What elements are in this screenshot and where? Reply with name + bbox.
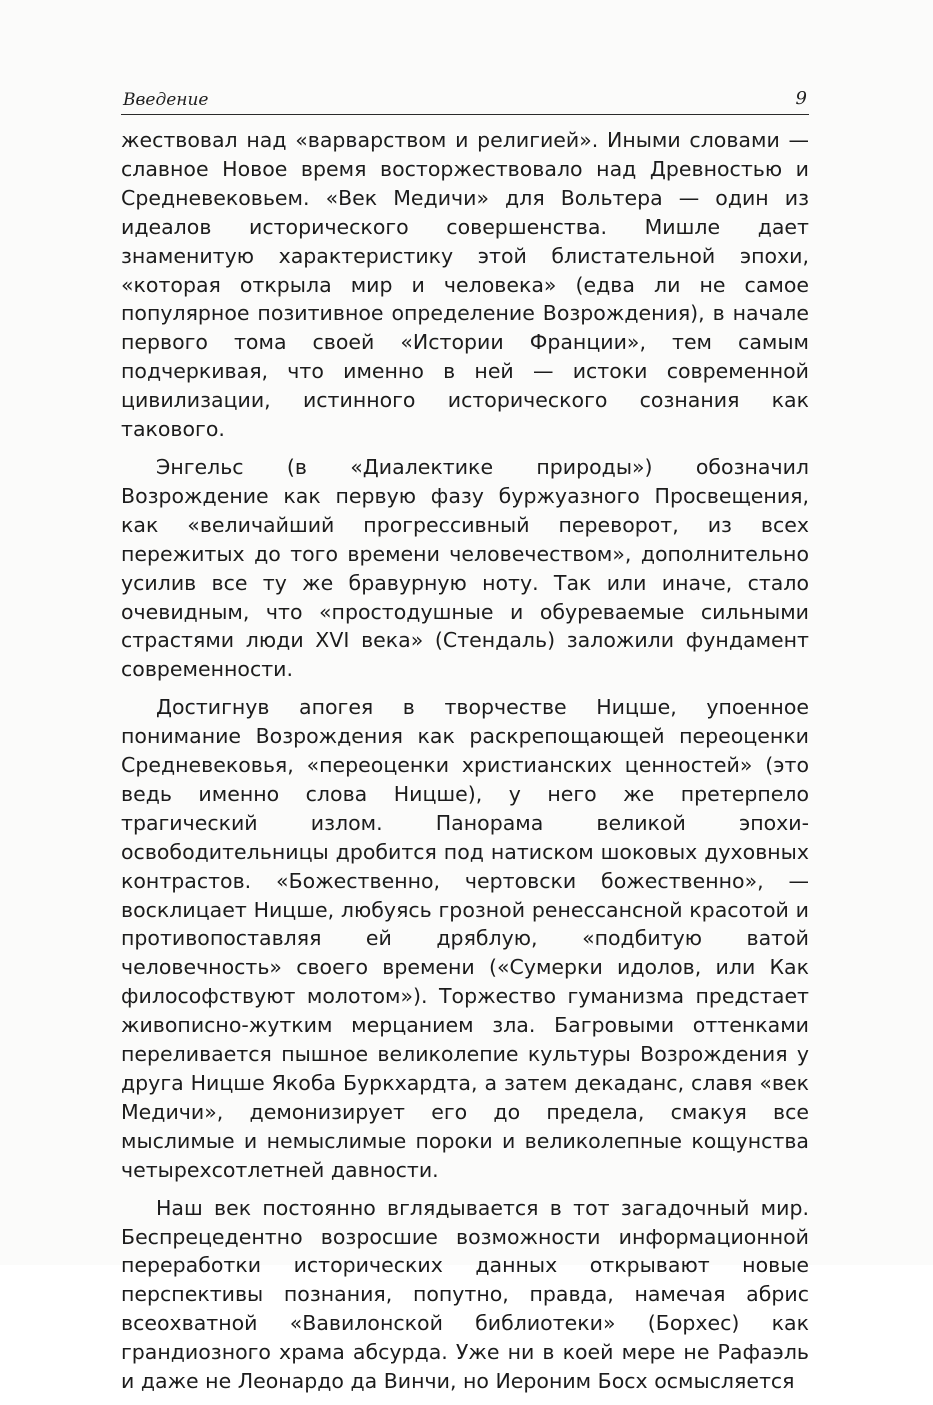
paragraph-1: жествовал над «варварством и религией». Иными словами — славное Новое время восторжествовало над Древностью и Средневековьем. «Век Медичи» для Вольтера — один из идеалов исторического совершенства. Мишле дает знаменитую характеристику этой блистательной эпохи, «которая открыла мир и человека» (едва ли не самое популярное позитивное определение Возрождения), в начале первого тома своей «Истории Франции», тем самым подчеркивая, что именно в ней — истоки современной цивилизации, истинного исторического сознания как такового. bbox=[121, 128, 809, 442]
body-text bbox=[121, 126, 809, 1405]
running-head: Введение bbox=[123, 90, 209, 110]
paragraph-3: Достигнув апогея в творчестве Ницше, упоенное понимание Возрождения как раскрепощающей переоценки Средневековья, «переоценки христианских ценностей» (это ведь именно слова Ницше), у него же претерпело трагический излом. Панорама великой эпохи-освободительницы дробится под натиском шоковых духовных контрастов. «Божественно, чертовски божественно», — восклицает Ницше, любуясь грозной ренессансной красотой и противопоставляя ей дряблую, «подбитую ватой человечность» своего времени («Сумерки идолов, или Как философствуют молотом»). Торжество гуманизма предстает живописно-жутким мерцанием зла. Багровыми оттенками переливается пышное великолепие культуры Возрождения у друга Ницше Якоба Буркхардта, а затем декаданс, славя «век Медичи», демонизирует его до предела, смакуя все мыслимые и немыслимые пороки и великолепные кощунства четырехсотлетней давности. bbox=[121, 695, 809, 1182]
paragraph-4: Наш век постоянно вглядывается в тот загадочный мир. Беспрецедентно возросшие возможности информационной переработки исторических данных открывают новые перспективы познания, попутно, правда, намечая абрис всеохватной «Вавилонской библиотеки» (Борхес) как грандиозного храма абсурда. Уже ни в коей мере не Рафаэль и даже не Леонардо да Винчи, но Иероним Босх осмысляется bbox=[121, 1195, 809, 1394]
page-number: 9 bbox=[795, 88, 807, 109]
paragraph-2: Энгельс (в «Диалектике природы») обозначил Возрождение как первую фазу буржуазного Просвещения, как «величайший прогрессивный переворот, из всех пережитых до того времени человечеством», дополнительно усилив все ту же бравурную ноту. Так или иначе, стало очевидным, что «простодушные и обуреваемые сильными страстями люди XVI века» (Стендаль) заложили фундамент современности. bbox=[121, 454, 809, 682]
page-header bbox=[121, 88, 809, 115]
